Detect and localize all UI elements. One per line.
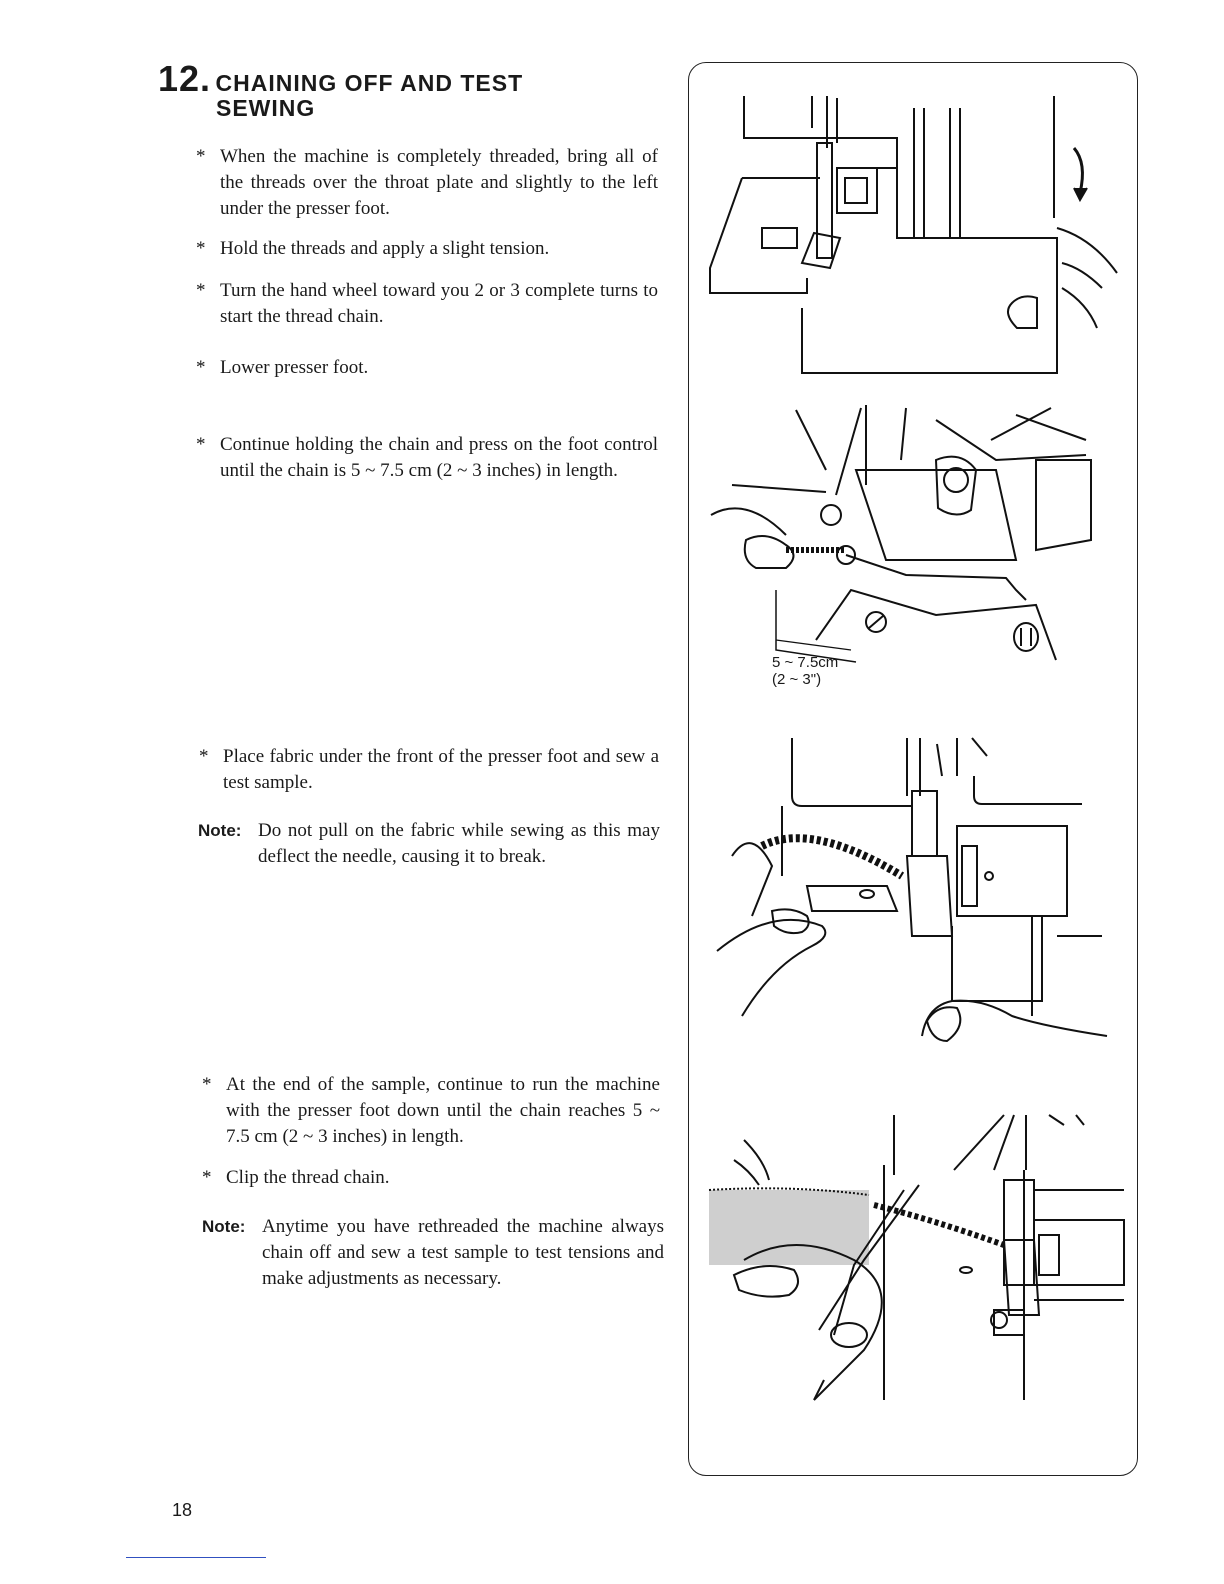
note bbox=[198, 818, 660, 870]
instruction-bullet bbox=[202, 1072, 660, 1150]
instruction-bullet bbox=[196, 236, 658, 262]
dimension-in: (2 ~ 3") bbox=[772, 671, 822, 688]
note-label: Note: bbox=[198, 821, 242, 840]
instruction-bullet bbox=[196, 278, 658, 330]
test-sample-illustration bbox=[712, 736, 1112, 1056]
bullet-marker: * bbox=[196, 280, 206, 301]
note-text: Do not pull on the fabric while sewing as this may deflect the needle, causing it to break. bbox=[258, 820, 660, 867]
dimension-label bbox=[772, 654, 838, 688]
clip-chain-illustration bbox=[704, 1110, 1134, 1405]
note-text: Anytime you have rethreaded the machine always chain off and sew a test sample to test tensions and make adjustments as necessary. bbox=[262, 1216, 664, 1289]
bullet-marker: * bbox=[196, 146, 206, 167]
section-title-line1: CHAINING OFF AND TEST bbox=[215, 70, 524, 96]
bullet-marker: * bbox=[199, 746, 209, 767]
section-title-line2: SEWING bbox=[216, 95, 316, 121]
bullet-marker: * bbox=[196, 357, 206, 378]
note-label: Note: bbox=[202, 1217, 246, 1236]
bullet-text: At the end of the sample, continue to run the machine with the presser foot down until the chain reaches 5 ~ 7.5 cm (2 ~ 3 inches) in length. bbox=[226, 1074, 660, 1147]
instruction-bullet bbox=[196, 432, 658, 484]
bullet-marker: * bbox=[196, 434, 206, 455]
bullet-text: Hold the threads and apply a slight tension. bbox=[220, 238, 550, 259]
bullet-text: When the machine is completely threaded, bring all of the threads over the throat plate and slightly to the left under the presser foot. bbox=[220, 146, 658, 219]
bullet-text: Clip the thread chain. bbox=[226, 1167, 390, 1188]
chain-length-illustration bbox=[706, 400, 1106, 670]
bullet-text: Turn the hand wheel toward you 2 or 3 complete turns to start the thread chain. bbox=[220, 280, 658, 327]
dimension-cm: 5 ~ 7.5cm bbox=[772, 654, 839, 671]
bullet-marker: * bbox=[196, 238, 206, 259]
handwheel-illustration bbox=[702, 88, 1132, 383]
instruction-bullet bbox=[196, 355, 658, 381]
bullet-marker: * bbox=[202, 1167, 212, 1188]
instruction-bullet bbox=[202, 1165, 660, 1191]
footer-rule bbox=[126, 1557, 266, 1558]
section-number: 12. bbox=[158, 58, 212, 99]
bullet-text: Place fabric under the front of the presser foot and sew a test sample. bbox=[223, 746, 659, 793]
bullet-text: Lower presser foot. bbox=[220, 357, 369, 378]
instruction-bullet bbox=[196, 144, 658, 222]
bullet-text: Continue holding the chain and press on the foot control until the chain is 5 ~ 7.5 cm (2 ~ 3 inches) in length. bbox=[220, 434, 658, 481]
bullet-marker: * bbox=[202, 1074, 212, 1095]
section-heading bbox=[158, 58, 524, 121]
note bbox=[202, 1214, 664, 1292]
page-number: 18 bbox=[172, 1500, 193, 1520]
instruction-bullet bbox=[199, 744, 659, 796]
